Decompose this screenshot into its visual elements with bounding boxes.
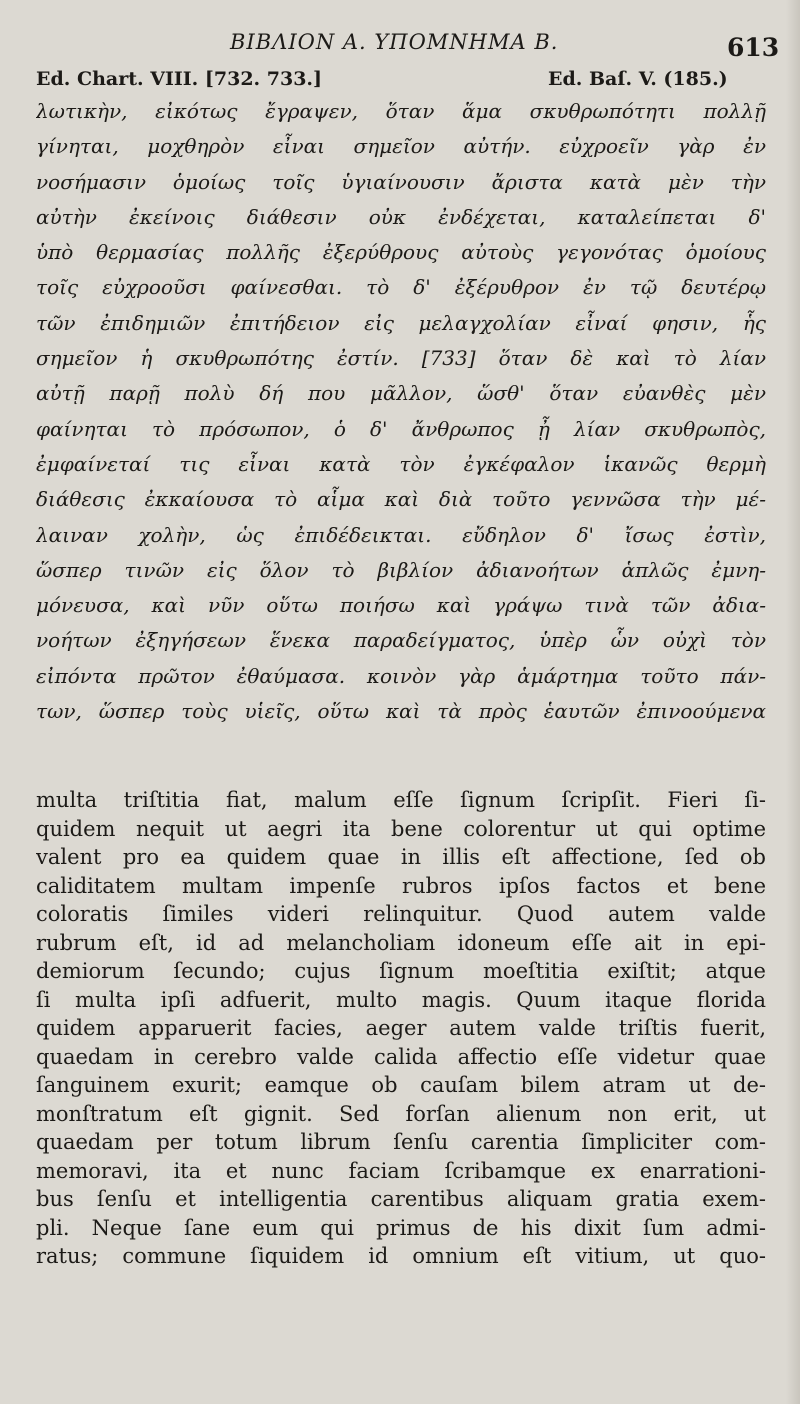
running-title: ΒΙΒΛΙΟΝ Α. ΥΠΟΜΝΗΜΑ Β. <box>230 30 559 54</box>
latin-text-line: ſi multa ipſi adfuerit, multo magis. Quum itaque florida <box>36 987 766 1012</box>
edition-reference-chartier: Ed. Chart. VIII. [732. 733.] <box>36 68 323 90</box>
greek-text-line: εἰπόντα πρῶτον ἐθαύμασα. κοινὸν γὰρ ἁμάρτημα τοῦτο πάν- <box>36 663 766 688</box>
latin-text-line: ſanguinem exurit; eamque ob cauſam bilem atram ut de- <box>36 1073 766 1097</box>
greek-text-line: φαίνηται τὸ πρόσωπον, ὁ δ' ἄνθρωπος ᾖ λίαν σκυθρωπὸς, <box>36 416 766 441</box>
latin-text-line: caliditatem multam impenſe rubros ipſos factos et bene <box>36 873 766 898</box>
latin-text-line: multa triſtitia fiat, malum eſſe ſignum ſcripſit. Fieri ſi- <box>36 788 766 812</box>
greek-text-line: διάθεσις ἐκκαίουσα τὸ αἷμα καὶ διὰ τοῦτο γεννῶσα τὴν μέ- <box>36 487 766 512</box>
latin-text-line: quidem apparuerit facies, aeger autem valde triſtis fuerit, <box>36 1016 766 1040</box>
greek-text-block <box>36 94 766 729</box>
greek-text-line: ἐμφαίνεταί τις εἶναι κατὰ τὸν ἐγκέφαλον ἱκανῶς θερμὴ <box>36 451 766 476</box>
scan-edge-shadow <box>786 0 800 1404</box>
latin-text-block <box>36 786 766 1271</box>
latin-text-line: bus ſenſu et intelligentia carentibus aliquam gratia exem- <box>36 1187 766 1211</box>
latin-text-line: quaedam per totum librum ſenſu carentia ſimpliciter com- <box>36 1130 766 1154</box>
latin-text-line: valent pro ea quidem quae in illis eſt affectione, ſed ob <box>36 845 766 869</box>
latin-text-line: coloratis ſimiles videri relinquitur. Quod autem valde <box>36 902 766 926</box>
greek-text-line: λωτικὴν, εἰκότως ἔγραψεν, ὅταν ἅμα σκυθρωπότητι πολλῇ <box>36 99 766 123</box>
latin-text-line: rubrum eſt, id ad melancholiam idoneum eſſe ait in epi- <box>36 930 766 955</box>
latin-text-line: demiorum ſecundo; cujus ſignum moeſtitia exiſtit; atque <box>36 959 766 983</box>
greek-text-line: αὐτὴν ἐκείνοις διάθεσιν οὐκ ἐνδέχεται, καταλείπεται δ' <box>36 204 766 229</box>
latin-text-line: quaedam in cerebro valde calida affectio eſſe videtur quae <box>36 1044 766 1069</box>
edition-reference-basel: Ed. Baſ. V. (185.) <box>548 68 728 90</box>
greek-text-line: γίνηται, μοχθηρὸν εἶναι σημεῖον αὐτήν. εὐχροεῖν γὰρ ἐν <box>36 134 766 159</box>
greek-text-line: των, ὥσπερ τοὺς υἱεῖς, οὕτω καὶ τὰ πρὸς ἑαυτῶν ἐπινοούμενα <box>36 699 766 724</box>
greek-text-line: ὥσπερ τινῶν εἰς ὅλον τὸ βιβλίον ἀδιανοήτων ἁπλῶς ἐμνη- <box>36 557 766 582</box>
greek-text-line: αὐτῇ παρῇ πολὺ δή που μᾶλλον, ὥσθ' ὅταν εὐανθὲς μὲν <box>36 381 766 406</box>
greek-text-line: νοσήμασιν ὁμοίως τοῖς ὑγιαίνουσιν ἄριστα κατὰ μὲν τὴν <box>36 169 766 194</box>
greek-text-line: σημεῖον ἡ σκυθρωπότης ἐστίν. [733] ὅταν δὲ καὶ τὸ λίαν <box>36 346 766 371</box>
greek-text-line: λαιναν χολὴν, ὡς ἐπιδέδεικται. εὔδηλον δ' ἴσως ἐστὶν, <box>36 522 766 547</box>
greek-text-line: τῶν ἐπιδημιῶν ἐπιτήδειον εἰς μελαγχολίαν εἶναί φησιν, ἧς <box>36 310 766 335</box>
page-number: 613 <box>727 33 780 62</box>
latin-text-line: memoravi, ita et nunc faciam ſcribamque ex enarrationi- <box>36 1158 766 1183</box>
latin-text-line: quidem nequit ut aegri ita bene colorentur ut qui optime <box>36 816 766 841</box>
latin-text-line: pli. Neque ſane eum qui primus de his dixit ſum admi- <box>36 1215 766 1240</box>
greek-text-line: τοῖς εὐχροοῦσι φαίνεσθαι. τὸ δ' ἐξέρυθρον ἐν τῷ δευτέρῳ <box>36 275 766 300</box>
latin-text-line: ratus; commune ſiquidem id omnium eſt vitium, ut quo- <box>36 1244 766 1268</box>
greek-text-line: ὑπὸ θερμασίας πολλῆς ἐξερύθρους αὐτοὺς γεγονότας ὁμοίους <box>36 240 766 265</box>
latin-text-line: monſtratum eſt gignit. Sed forſan alienum non erit, ut <box>36 1101 766 1126</box>
greek-text-line: νοήτων ἐξηγήσεων ἕνεκα παραδείγματος, ὑπὲρ ὧν οὐχὶ τὸν <box>36 628 766 653</box>
greek-text-line: μόνευσα, καὶ νῦν οὕτω ποιήσω καὶ γράψω τινὰ τῶν ἀδια- <box>36 593 766 618</box>
